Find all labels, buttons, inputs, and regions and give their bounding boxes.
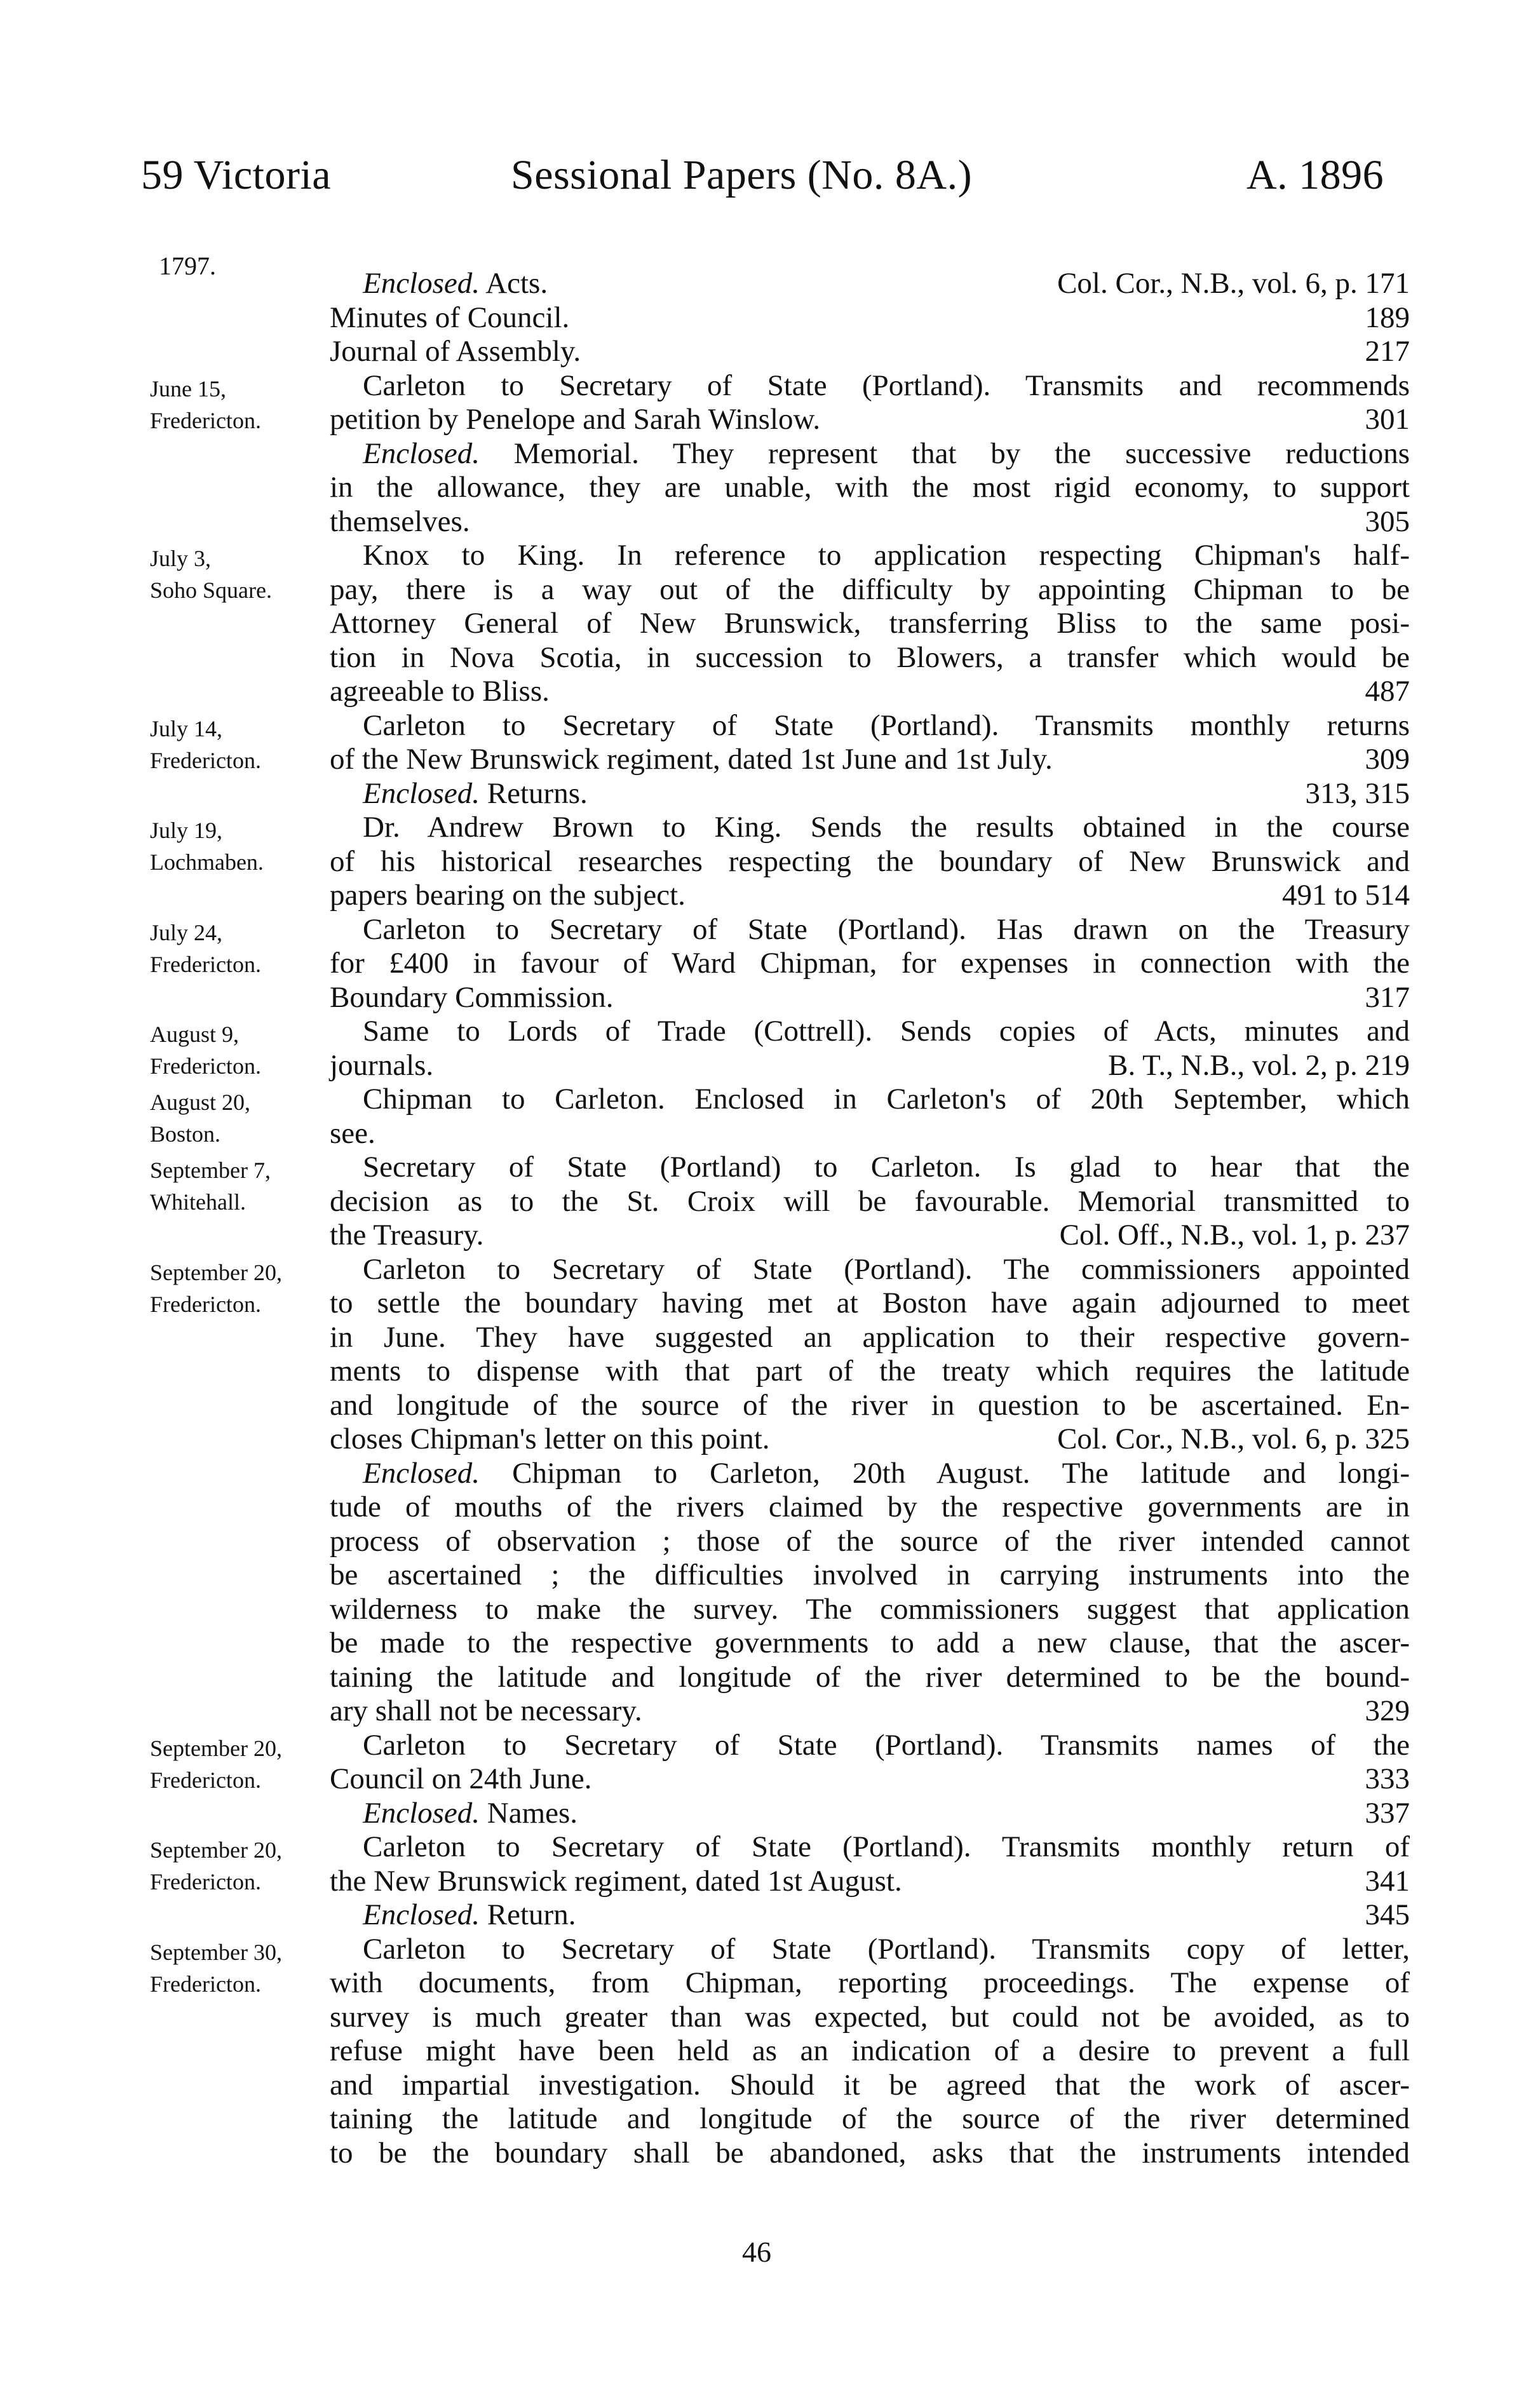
- reference: 345: [1365, 1898, 1410, 1931]
- reference: 309: [1365, 743, 1410, 776]
- entry-place: Fredericton.: [150, 747, 261, 773]
- enclosed-label: Enclosed.: [363, 267, 480, 300]
- entry-line: Council on 24th June. 333: [330, 1762, 1410, 1795]
- reference: 313, 315: [1305, 776, 1410, 810]
- reference: 189: [1365, 300, 1410, 334]
- entry-line: refuse might have been held as an indication of a desire to prevent a full: [330, 2034, 1410, 2067]
- entry-line: be made to the respective governments to add a new clause, that the ascer-: [330, 1626, 1410, 1659]
- entry-line: and impartial investigation. Should it be agreed that the work of ascer-: [330, 2068, 1410, 2102]
- entry-date-place: [150, 1018, 341, 1082]
- header-session: 59 Victoria: [141, 152, 332, 198]
- entry-line: to be the boundary shall be abandoned, asks that the instruments intended: [330, 2136, 1410, 2170]
- entry-line: survey is much greater than was expected, but could not be avoided, as to: [330, 2000, 1410, 2034]
- entry-body: [330, 1830, 1410, 1933]
- entry-date-place: [150, 373, 341, 436]
- entry-line: Carleton to Secretary of State (Portland). Transmits copy of letter,: [363, 1932, 1410, 1966]
- entry-line: of his historical researches respecting the boundary of New Brunswick and: [330, 844, 1410, 878]
- entry-line: Carleton to Secretary of State (Portland). Has drawn on the Treasury: [363, 912, 1410, 946]
- entry-date-place: [150, 917, 341, 980]
- enclosed-label: Enclosed.: [363, 776, 480, 810]
- entry-body: [330, 539, 1410, 709]
- entry-date: September 20,: [150, 1259, 282, 1285]
- entry-date-place: [150, 1154, 341, 1218]
- entry-date-place: [150, 1732, 341, 1796]
- entry-line: process of observation ; those of the source of the river intended cannot: [330, 1524, 1410, 1558]
- entry-place: Fredericton.: [150, 1767, 261, 1793]
- entry-line: in the allowance, they are unable, with the most rigid economy, to support: [330, 471, 1410, 504]
- reference: 487: [1365, 675, 1410, 708]
- entry-line: pay, there is a way out of the difficulty by appointing Chipman to be: [330, 572, 1410, 606]
- entry-body: [330, 1933, 1410, 2171]
- entry-line: Boundary Commission. 317: [330, 980, 1410, 1014]
- entry-line: with documents, from Chipman, reporting proceedings. The expense of: [330, 1966, 1410, 1999]
- enclosed-label: Enclosed.: [363, 1898, 480, 1931]
- entry-line: decision as to the St. Croix will be favourable. Memorial transmitted to: [330, 1184, 1410, 1218]
- entry-date-place: [150, 1257, 341, 1320]
- entry-line: in June. They have suggested an application to their respective govern-: [330, 1320, 1410, 1354]
- entry-line: Chipman to Carleton. Enclosed in Carleton's of 20th September, which: [363, 1083, 1410, 1116]
- enclosed-label: Enclosed.: [363, 1456, 480, 1490]
- reference: Col. Cor., N.B., vol. 6, p. 325: [1057, 1422, 1410, 1455]
- reference: 333: [1365, 1762, 1410, 1795]
- enclosed-label: Enclosed.: [363, 1796, 480, 1830]
- entry-date: September 20,: [150, 1735, 282, 1761]
- entry-body: [330, 1151, 1410, 1253]
- header-year: A. 1896: [1246, 152, 1384, 198]
- entry-line: taining the latitude and longitude of the river determined to be the bound-: [330, 1660, 1410, 1694]
- entry-body: [330, 1253, 1410, 1729]
- entry-line: Knox to King. In reference to application respecting Chipman's half-: [363, 539, 1410, 572]
- entry-line: Carleton to Secretary of State (Portland). Transmits monthly returns: [363, 708, 1410, 742]
- entry-place: Whitehall.: [150, 1189, 246, 1215]
- entry-line: Enclosed. Chipman to Carleton, 20th August. The latitude and longi-: [363, 1456, 1410, 1490]
- entry-line: Enclosed. Acts. Col. Cor., N.B., vol. 6, p. 171: [363, 267, 1410, 300]
- entry-line: Secretary of State (Portland) to Carleton. Is glad to hear that the: [363, 1151, 1410, 1184]
- entry-place: Fredericton.: [150, 1869, 261, 1894]
- entry-line: tude of mouths of the rivers claimed by the respective governments are in: [330, 1490, 1410, 1523]
- entry-line: papers bearing on the subject. 491 to 514: [330, 879, 1410, 912]
- entry-line: Enclosed. Memorial. They represent that by the successive reductions: [363, 436, 1410, 470]
- entry-body: [330, 709, 1410, 811]
- entry-body: [330, 1083, 1410, 1151]
- entry-line: Dr. Andrew Brown to King. Sends the results obtained in the course: [363, 811, 1410, 844]
- reference: 329: [1365, 1694, 1410, 1727]
- entry-body: [330, 1015, 1410, 1083]
- entry-date-place: [150, 713, 341, 776]
- entry-place: Fredericton.: [150, 1291, 261, 1317]
- reference: Col. Off., N.B., vol. 1, p. 237: [1059, 1219, 1410, 1252]
- entry-date: June 15,: [150, 375, 226, 402]
- entry-body: [330, 369, 1410, 539]
- entry-line: and longitude of the source of the river in question to be ascertained. En-: [330, 1388, 1410, 1422]
- entry-line: Carleton to Secretary of State (Portland). Transmits monthly return of: [363, 1830, 1410, 1863]
- entry-place: Fredericton.: [150, 1971, 261, 1997]
- entry-body: [330, 267, 1410, 369]
- entry-line: ments to dispense with that part of the treaty which requires the latitude: [330, 1354, 1410, 1387]
- entry-line: Enclosed. Returns. 313, 315: [363, 776, 1410, 810]
- entry-line: journals. B. T., N.B., vol. 2, p. 219: [330, 1048, 1410, 1082]
- entry-date: July 19,: [150, 818, 223, 843]
- page-number: 46: [742, 2236, 771, 2268]
- entry-body: [330, 811, 1410, 913]
- entry-line: petition by Penelope and Sarah Winslow. 301: [330, 403, 1410, 436]
- reference: 341: [1365, 1864, 1410, 1898]
- entry-line: taining the latitude and longitude of the source of the river determined: [330, 2102, 1410, 2135]
- entry-line: of the New Brunswick regiment, dated 1st June and 1st July. 309: [330, 743, 1410, 776]
- reference: 337: [1365, 1796, 1410, 1830]
- enclosed-label: Enclosed.: [363, 436, 480, 470]
- entry-date-place: [150, 814, 341, 878]
- reference: 301: [1365, 403, 1410, 436]
- entry-line: the New Brunswick regiment, dated 1st August. 341: [330, 1864, 1410, 1898]
- entry-line: Attorney General of New Brunswick, transferring Bliss to the same posi-: [330, 607, 1410, 640]
- entry-place: Boston.: [150, 1121, 221, 1147]
- entry-line: Carleton to Secretary of State (Portland). The commissioners appointed: [363, 1252, 1410, 1286]
- entry-line: Enclosed. Names. 337: [363, 1796, 1410, 1830]
- entry-body: [330, 913, 1410, 1015]
- year-label: 1797.: [159, 252, 216, 280]
- entry-line: agreeable to Bliss. 487: [330, 675, 1410, 708]
- entry-place: Fredericton.: [150, 407, 261, 433]
- entry-line: Minutes of Council. 189: [330, 300, 1410, 334]
- entry-line: Journal of Assembly. 217: [330, 335, 1410, 368]
- entry-body: [330, 1729, 1410, 1831]
- entry-date: July 3,: [150, 546, 212, 571]
- reference: 217: [1365, 335, 1410, 368]
- entry-line: ary shall not be necessary. 329: [330, 1694, 1410, 1727]
- entry-place: Lochmaben.: [150, 849, 264, 875]
- entry-date-place: [150, 1086, 341, 1150]
- reference: 317: [1365, 980, 1410, 1014]
- entry-date: July 14,: [150, 715, 223, 741]
- entry-line: Carleton to Secretary of State (Portland). Transmits and recommends: [363, 368, 1410, 402]
- entry-line: wilderness to make the survey. The commissioners suggest that application: [330, 1592, 1410, 1626]
- reference: Col. Cor., N.B., vol. 6, p. 171: [1057, 267, 1410, 300]
- entry-date-place: [150, 1936, 341, 2000]
- reference: B. T., N.B., vol. 2, p. 219: [1108, 1048, 1410, 1082]
- entry-date: August 20,: [150, 1090, 251, 1115]
- entry-line: to settle the boundary having met at Boston have again adjourned to meet: [330, 1286, 1410, 1320]
- entry-line: Carleton to Secretary of State (Portland). Transmits names of the: [363, 1728, 1410, 1762]
- entry-date: September 30,: [150, 1939, 282, 1965]
- entry-line: tion in Nova Scotia, in succession to Blowers, a transfer which would be: [330, 640, 1410, 674]
- entry-place: Fredericton.: [150, 951, 261, 977]
- entry-date: September 7,: [150, 1158, 271, 1183]
- entry-date-place: [150, 543, 341, 606]
- entry-date: July 24,: [150, 919, 223, 945]
- entry-line: closes Chipman's letter on this point. Col. Cor., N.B., vol. 6, p. 325: [330, 1422, 1410, 1455]
- entry-date: September 20,: [150, 1837, 282, 1863]
- entry-line: for £400 in favour of Ward Chipman, for expenses in connection with the: [330, 947, 1410, 980]
- entry-line: themselves. 305: [330, 504, 1410, 538]
- entry-place: Fredericton.: [150, 1053, 261, 1079]
- entry-line: be ascertained ; the difficulties involved in carrying instruments into the: [330, 1558, 1410, 1591]
- reference: 305: [1365, 504, 1410, 538]
- entry-date: August 9,: [150, 1022, 240, 1047]
- entry-line: Same to Lords of Trade (Cottrell). Sends copies of Acts, minutes and: [363, 1015, 1410, 1048]
- entry-place: Soho Square.: [150, 577, 272, 603]
- reference: 491 to 514: [1281, 879, 1410, 912]
- header-title: Sessional Papers (No. 8A.): [511, 152, 973, 198]
- entry-line: Enclosed. Return. 345: [363, 1898, 1410, 1931]
- entry-line: the Treasury. Col. Off., N.B., vol. 1, p. 237: [330, 1219, 1410, 1252]
- entry-date-place: [150, 1834, 341, 1898]
- entry-line: see.: [330, 1116, 375, 1150]
